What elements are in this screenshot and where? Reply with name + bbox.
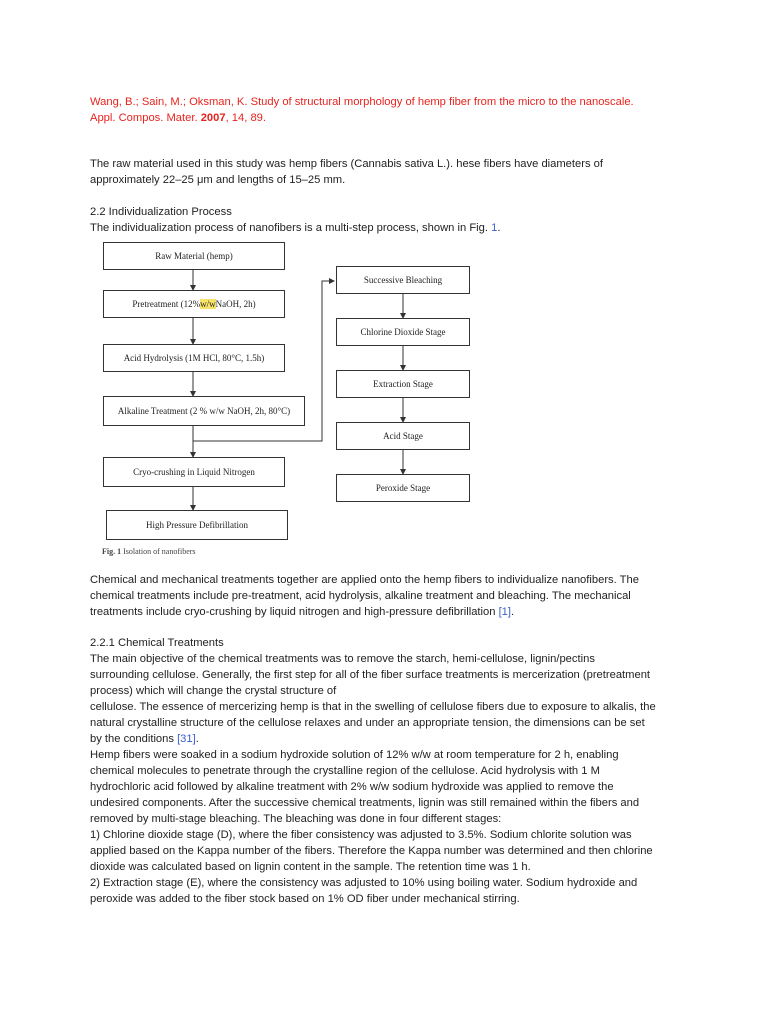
chem-line-5: natural crystalline structure of the cellulose relaxes and under an appropriate tension, the dimensions can be set (90, 717, 645, 729)
box-cryo-crushing: Cryo-crushing in Liquid Nitrogen (103, 457, 285, 487)
chem-line-14: dioxide was calculated based on lignin content in the sample. The retention time was 1 h. (90, 861, 531, 873)
chem-line-7: Hemp fibers were soaked in a sodium hydroxide solution of 12% w/w at room temperature for 2 h, enabling (90, 749, 619, 761)
intro-line-1: The raw material used in this study was hemp fibers (Cannabis sativa L.). hese fibers have diameters of (90, 158, 603, 170)
para1-line-3-text: treatments include cryo-crushing by liquid nitrogen and high-pressure defibrillation (90, 606, 499, 618)
chem-line-8: chemical molecules to penetrate through the crystalline region of the cellulose. Acid hydrolysis with 1 M (90, 765, 600, 777)
section-2-2-period: . (497, 222, 501, 234)
intro-line-2: approximately 22–25 μm and lengths of 15–25 mm. (90, 174, 346, 186)
figure-caption (102, 547, 196, 556)
para1-line-3 (90, 604, 690, 620)
box-acid-stage: Acid Stage (336, 422, 470, 450)
para1-period: . (511, 606, 515, 618)
chem-line-4: cellulose. The essence of mercerizing hemp is that in the swelling of cellulose fibers due to exposure to alkalis, the (90, 701, 656, 713)
pretreatment-label: Pretreatment (12% (132, 299, 201, 309)
chem-line-15: 2) Extraction stage (E), where the consistency was adjusted to 10% using boiling water. Sodium hydroxide and (90, 877, 638, 889)
section-heading-2-2-1: 2.2.1 Chemical Treatments (90, 637, 224, 649)
pretreatment-highlight: w/w (200, 299, 216, 309)
para1-line-2: chemical treatments include pre-treatment, acid hydrolysis, alkaline treatment and bleaching. The mechanical (90, 590, 631, 602)
pretreatment-label-end: NaOH, 2h) (215, 299, 256, 309)
chem-line-9: hydrochloric acid followed by alkaline treatment with 2% w/w sodium hydroxide was applied to remove the (90, 781, 614, 793)
chem-line-13: applied based on the Kappa number of the fibers. Therefore the Kappa number was determined and then chlorine (90, 845, 653, 857)
chem-line-12: 1) Chlorine dioxide stage (D), where the fiber consistency was adjusted to 3.5%. Sodium chlorite solution was (90, 829, 632, 841)
chem-line-3: process) which will change the crystal structure of (90, 685, 337, 697)
box-successive-bleaching: Successive Bleaching (336, 266, 470, 294)
process-flow-figure (100, 238, 446, 558)
section-heading-2-2: 2.2 Individualization Process (90, 206, 232, 218)
figure-caption-label: Fig. 1 (102, 547, 122, 556)
figure-caption-text: Isolation of nanofibers (121, 547, 196, 556)
chem-line-6-period: . (195, 733, 199, 745)
reference-year: 2007 (200, 112, 226, 124)
citation-link-31[interactable]: [31] (177, 733, 196, 745)
reference-line-1 (90, 94, 690, 110)
chem-line-2: surrounding cellulose. Generally, the first step for all of the fiber surface treatments is mercerization (pretreatment (90, 669, 651, 681)
chem-line-16: peroxide was added to the fiber stock based on 1% OD fiber under mechanical stirring. (90, 893, 520, 905)
box-high-pressure-defibrillation: High Pressure Defibrillation (106, 510, 288, 540)
citation-link-1[interactable]: [1] (498, 606, 512, 618)
chem-line-6 (90, 731, 690, 747)
box-extraction-stage: Extraction Stage (336, 370, 470, 398)
box-peroxide-stage: Peroxide Stage (336, 474, 470, 502)
reference-journal: Appl. Compos. Mater. (90, 112, 201, 124)
para1-line-1: Chemical and mechanical treatments together are applied onto the hemp fibers to individualize nanofibers. The (90, 574, 639, 586)
box-alkaline-treatment: Alkaline Treatment (2 % w/w NaOH, 2h, 80°C) (103, 396, 305, 426)
chem-line-1: The main objective of the chemical treatments was to remove the starch, hemi-cellulose, lignin/pectins (90, 653, 595, 665)
chem-line-6-text: by the conditions (90, 733, 178, 745)
reference-authors-title: Wang, B.; Sain, M.; Oksman, K. Study of structural morphology of hemp fiber from the micro to the nanoscale. (90, 96, 634, 108)
section-2-2-sentence: The individualization process of nanofibers is a multi-step process, shown in Fig. (90, 222, 492, 234)
section-2-2-text (90, 220, 690, 236)
box-pretreatment (103, 290, 285, 318)
box-chlorine-dioxide-stage: Chlorine Dioxide Stage (336, 318, 470, 346)
box-acid-hydrolysis: Acid Hydrolysis (1M HCl, 80°C, 1.5h) (103, 344, 285, 372)
reference-line-2 (90, 110, 690, 126)
figure-link[interactable]: 1 (491, 222, 498, 234)
chem-line-11: removed by multi-stage bleaching. The bleaching was done in four different stages: (90, 813, 502, 825)
reference-volume-pages: , 14, 89. (225, 112, 267, 124)
chem-line-10: undesired components. After the successive chemical treatments, lignin was still remained within the fibers and (90, 797, 640, 809)
box-raw-material: Raw Material (hemp) (103, 242, 285, 270)
